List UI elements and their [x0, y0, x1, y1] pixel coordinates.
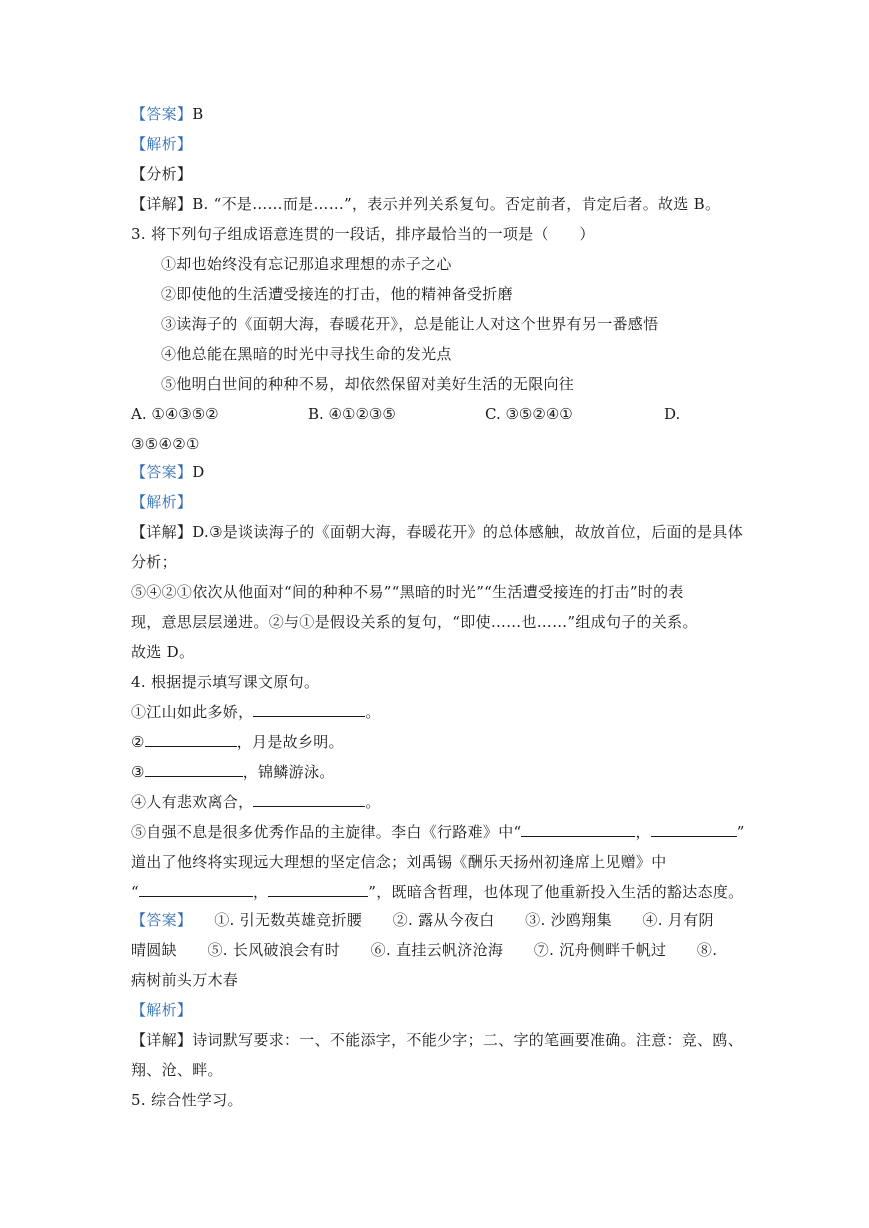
q3-sentence-5: ⑤他明白世间的种种不易，却依然保留对美好生活的无限向往 — [161, 375, 575, 393]
q3-analysis-line — [131, 492, 192, 512]
fill-blank — [145, 762, 243, 777]
q4-answer-line-2: 晴圆缺 ⑤. 长风破浪会有时 ⑥. 直挂云帆济沧海 ⑦. 沉舟侧畔千帆过 ⑧. — [131, 941, 718, 959]
q3-option-d-value: ③⑤④②① — [131, 435, 200, 453]
q4-item-5-quote-open: “ — [131, 883, 139, 901]
q4-item-4 — [131, 792, 381, 812]
detail-tag: 【详解】 — [131, 523, 193, 541]
q2-answer-value: B — [192, 105, 204, 123]
detail-tag: 【详解】 — [131, 195, 193, 213]
q4-item-2-text: ，月是故乡明。 — [236, 733, 344, 751]
fill-blank — [651, 822, 737, 837]
q4-detail-text-1: 诗词默写要求：一、不能添字，不能少字；二、字的笔画要准确。注意：竞、鸥、 — [192, 1031, 744, 1049]
q4-item-5-text-g: ”，既暗含哲理，也体现了他重新投入生活的豁达态度。 — [368, 883, 744, 901]
q3-sentence-3: ③读海子的《面朝大海，春暖花开》，总是能让人对这个世界有另一番感悟 — [161, 315, 659, 333]
q4-item-5-line-2: 道出了他终将实现远大理想的坚定信念；刘禹锡《酬乐天扬州初逢席上见赠》中 — [131, 853, 667, 871]
q3-sentence-1: ①却也始终没有忘记那追求理想的赤子之心 — [161, 255, 452, 273]
q4-item-5-text-a: ⑤自强不息是很多优秀作品的主旋律。李白《行路难》中“ — [131, 823, 522, 841]
fill-blank — [253, 702, 365, 717]
q3-answer-value: D — [192, 463, 205, 481]
q4-item-3-text: ，锦鳞游泳。 — [242, 763, 335, 781]
q3-detail-line-1 — [131, 522, 743, 542]
q4-answer-text-1: ①. 引无数英雄竞折腰 ②. 露从今夜白 ③. 沙鸥翔集 ④. 月有阴 — [214, 911, 714, 929]
q3-detail-text-1: D.③是谈读海子的《面朝大海，春暖花开》的总体感触，故放首位，后面的是具体 — [192, 523, 744, 541]
q3-option-b: B. ④①②③⑤ — [308, 405, 396, 423]
answer-tag: 【答案】 — [131, 911, 193, 929]
q4-answer-line-3: 病树前头万木春 — [131, 971, 239, 989]
q5-stem: 5. 综合性学习。 — [131, 1091, 243, 1109]
analysis-tag: 【解析】 — [131, 493, 193, 511]
fill-blank — [521, 822, 635, 837]
q3-answer-line — [131, 462, 205, 482]
q3-stem: 3. 将下列句子组成语意连贯的一段话，排序最恰当的一项是（ ） — [131, 225, 595, 243]
q3-detail-line-4: 现，意思层层递进。②与①是假设关系的复句，“即使……也……”组成句子的关系。 — [131, 613, 698, 631]
fill-blank — [145, 732, 237, 747]
analysis-tag: 【解析】 — [131, 135, 193, 153]
q4-item-5-quote-close: ” — [736, 823, 745, 841]
answer-tag: 【答案】 — [131, 463, 193, 481]
q2-detail-line — [131, 194, 720, 214]
q2-answer-line — [131, 104, 204, 124]
q4-item-5-comma: ， — [635, 823, 651, 841]
detail-tag: 【详解】 — [131, 1031, 193, 1049]
q4-item-1 — [131, 702, 381, 722]
answer-tag: 【答案】 — [131, 105, 193, 123]
q4-detail-line-1 — [131, 1030, 743, 1050]
fenxi-tag: 【分析】 — [131, 165, 193, 183]
q3-detail-line-2: 分析； — [131, 553, 177, 571]
q4-item-4-end: 。 — [365, 793, 381, 811]
q3-option-d-label: D. — [664, 405, 681, 423]
q4-item-5-comma-2: ， — [252, 883, 269, 901]
q4-item-2 — [131, 732, 344, 752]
q4-item-4-text: ④人有悲欢离合， — [131, 793, 254, 811]
q2-fenxi-line — [131, 164, 192, 184]
q4-detail-line-2: 翔、沧、畔。 — [131, 1061, 223, 1079]
q3-detail-line-5: 故选 D。 — [131, 643, 195, 661]
q3-sentence-4: ④他总能在黑暗的时光中寻找生命的发光点 — [161, 345, 452, 363]
q4-item-3-num: ③ — [131, 763, 145, 781]
q3-detail-line-3: ⑤④②①依次从他面对“间的种种不易”“黑暗的时光”“生活遭受接连的打击”时的表 — [131, 583, 684, 601]
q4-stem: 4. 根据提示填写课文原句。 — [131, 673, 320, 691]
q4-item-5-line-1 — [131, 822, 745, 842]
q2-detail-text: B. “不是……而是……”，表示并列关系复句。否定前者，肯定后者。故选 B。 — [192, 195, 721, 213]
q3-option-a: A. ①④③⑤② — [131, 405, 219, 423]
q2-analysis-line — [131, 134, 192, 154]
fill-blank — [268, 882, 368, 897]
q4-item-3 — [131, 762, 335, 782]
fill-blank — [139, 882, 253, 897]
q4-item-1-text: ①江山如此多娇， — [131, 703, 254, 721]
q4-item-5-line-3 — [131, 882, 743, 902]
analysis-tag: 【解析】 — [131, 1001, 193, 1019]
q4-item-1-end: 。 — [365, 703, 381, 721]
q4-item-2-num: ② — [131, 733, 145, 751]
q4-analysis-line — [131, 1000, 192, 1020]
fill-blank — [253, 792, 365, 807]
q3-option-c: C. ③⑤②④① — [485, 405, 573, 423]
q3-sentence-2: ②即使他的生活遭受接连的打击，他的精神备受折磨 — [161, 285, 513, 303]
q4-answer-line-1 — [131, 910, 714, 930]
